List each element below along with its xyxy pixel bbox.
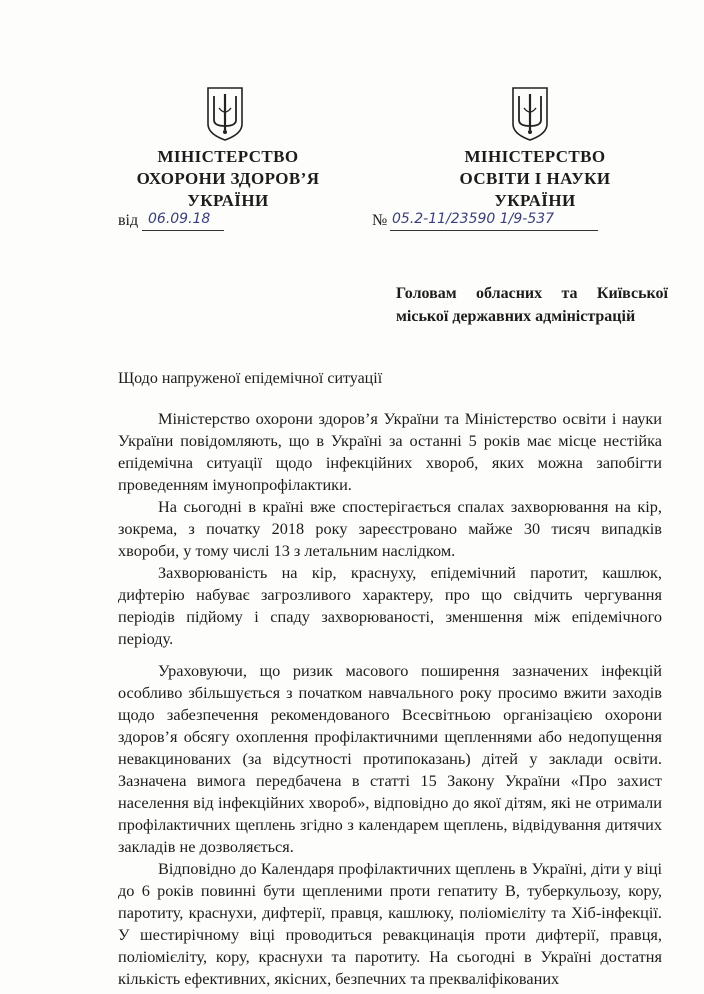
number-label: № [372, 212, 388, 229]
addressee-block [396, 282, 668, 328]
date-underline [142, 230, 224, 231]
body-paragraph: Захворюваність на кір, краснуху, епідемічний паротит, кашлюк, дифтерію набуває загрозливого характеру, про що свідчить чергування періодів підйому і спаду захворюваності, зменшення між епідемічного періоду. [118, 563, 662, 648]
body-paragraph: Відповідно до Календаря профілактичних щеплень в Україні, діти у віці до 6 років повинні бути щепленими проти гепатиту В, туберкульозу, кору, паротиту, краснухи, дифтерії, правця, кашлюку, поліомієліту та Хіб-інфекції. У шестирічному віці проводиться ревакцинація проти дифтерії, правця, поліомієліту, кору, краснухи та паротиту. На сьогодні в Україні достатня кількість ефективних, якісних, безпечних та прекваліфікованих [118, 859, 662, 988]
left-ministry-line1: МІНІСТЕРСТВО [157, 147, 299, 166]
right-ministry-line1: МІНІСТЕРСТВО [464, 147, 606, 166]
body-paragraph: На сьогодні в країні вже спостерігається спалах захворювання на кір, зокрема, з початку 2018 року зареєстровано майже 30 тисяч випадків хвороби, у тому числі 13 з летальним наслідком. [118, 497, 662, 560]
right-ministry-name [424, 146, 646, 212]
right-ministry-line2: ОСВІТИ І НАУКИ УКРАЇНИ [459, 169, 611, 210]
number-value: 05.2-11/23590 1/9-537 [392, 211, 555, 227]
left-ministry-line2: ОХОРОНИ ЗДОРОВ’Я УКРАЇНИ [136, 169, 320, 210]
body-paragraph: Ураховуючи, що ризик масового поширення зазначених інфекцій особливо збільшується з початком навчального року просимо вжити заходів щодо забезпечення рекомендованого Всесвітньою організацією охорони здоров’я обсягу охоплення профілактичними щепленнями або недопущення невакцинованих (за відсутності протипоказань) дітей у заклади освіти. Зазначена вимога передбачена в статті 15 Закону України «Про захист населення від інфекційних хвороб», відповідно до якої дітям, які не отримали профілактичних щеплень згідно з календарем щеплень, відвідування дитячих закладів не дозволяється. [118, 661, 662, 856]
ukraine-trident-icon [205, 86, 245, 142]
date-value: 06.09.18 [148, 211, 211, 227]
number-underline [390, 230, 598, 231]
ukraine-trident-icon [510, 86, 550, 142]
addressee-line1: Головам обласних та Київської [396, 285, 668, 302]
left-ministry-name [108, 146, 348, 212]
letter-body [118, 408, 662, 990]
addressee-line2: міської державних адміністрацій [396, 308, 636, 325]
body-paragraph: Міністерство охорони здоров’я України та Міністерство освіти і науки України повідомляють, що в Україні за останні 5 років має місце нестійка епідемічна ситуації щодо інфекційних хвороб, яких можна запобігти проведенням імунопрофілактики. [118, 409, 662, 494]
letter-subject: Щодо напруженої епідемічної ситуації [118, 370, 383, 387]
date-label: від [118, 212, 139, 229]
